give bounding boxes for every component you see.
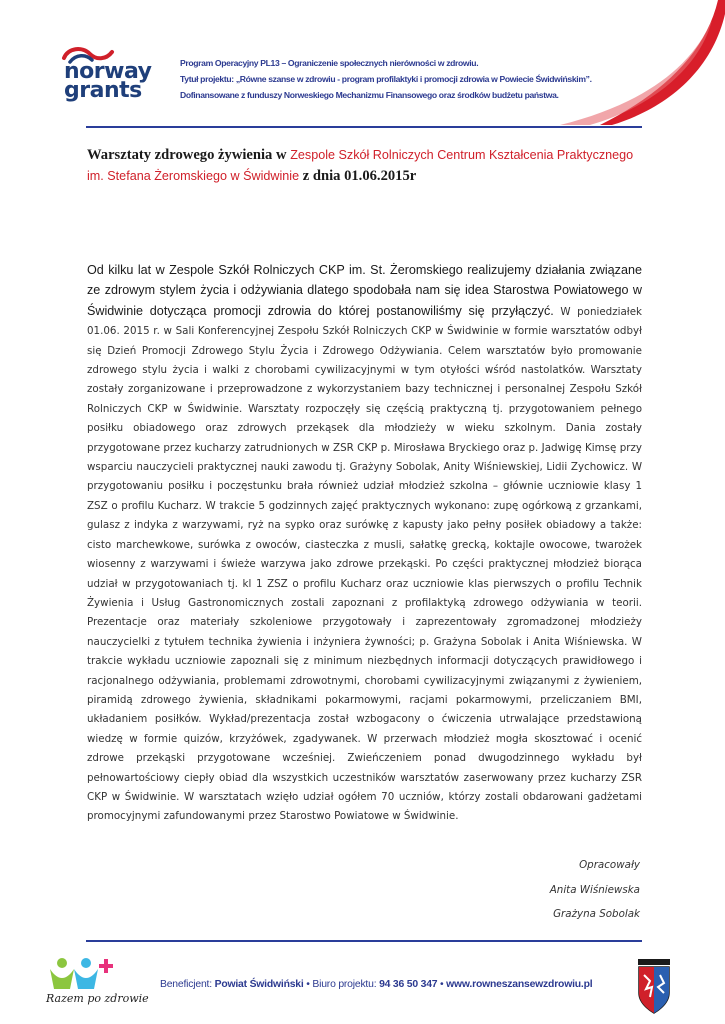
article-body <box>87 261 642 827</box>
footer-separator-2: • <box>437 979 447 990</box>
signature-label: Opracowały <box>579 859 640 871</box>
article-lead: Od kilku lat w Zespole Szkół Rolniczych CKP im. St. Żeromskiego realizujemy działania związane ze zdrowym stylem życia i odżywiania dlatego spodobała nam się idea Starostwa Powiatowego w Świdwinie dotycząca promocji zdrowia do której postanowiliśmy się przyłączyć. <box>87 263 642 318</box>
footer-contact <box>160 979 592 990</box>
website-link[interactable]: www.rowneszansewzdrowiu.pl <box>446 979 593 990</box>
title-part2: z dnia 01.06.2015r <box>299 168 417 184</box>
article-title <box>87 145 642 187</box>
funding-line: Dofinansowane z funduszy Norweskiego Mechanizmu Finansowego oraz środków budżetu państwa. <box>180 90 559 100</box>
signature-block <box>550 853 640 927</box>
beneficiary-label: Beneficjent: <box>160 979 215 990</box>
powiat-crest-icon <box>636 957 672 1015</box>
signature-author-2: Grażyna Sobolak <box>553 908 640 920</box>
program-line: Program Operacyjny PL13 – Ograniczenie społecznych nierówności w zdrowiu. <box>180 58 479 68</box>
people-figures-icon <box>44 955 132 995</box>
footer-divider <box>86 940 642 942</box>
project-title: Tytuł projektu: „Równe szanse w zdrowiu - program profilaktyki i promocji zdrowia w Powiecie Świdwińskim”. <box>180 74 592 84</box>
norway-grants-logo <box>60 44 152 102</box>
razem-po-zdrowie-logo <box>44 955 149 1015</box>
logo-grants-text: grants <box>64 78 142 103</box>
signature-author-1: Anita Wiśniewska <box>549 883 640 896</box>
office-label: Biuro projektu: <box>312 979 380 990</box>
title-part1: Warsztaty zdrowego żywienia w <box>87 147 291 163</box>
article-text: W poniedziałek 01.06. 2015 r. w Sali Konferencyjnej Zespołu Szkół Rolniczych CKP w Świdwinie w formie warsztatów odbył się Dzień Promocji Zdrowego Stylu Życia i Zdrowego Odżywiania. Celem warsztatów było promowanie zdrowego stylu życia i walki z chorobami cywilizacyjnymi w tym otyłości wśród nastolatków. Warsztaty zostały zorganizowane i przeprowadzone z wykorzystaniem bazy technicznej i personalnej Zespołu Szkół Rolniczych CKP w Świdwinie. Warsztaty rozpoczęły się częścią praktyczną tj. przygotowaniem pełnego posiłku obiadowego oraz zdrowych przekąsek dla młodzieży w wieku szkolnym. Dania zostały przygotowane przez kucharzy zatrudnionych w ZSR CKP p. Mirosława Bryckiego oraz p. Jadwigę Kimsę przy wsparciu nauczycieli praktycznej nauki zawodu tj. Grażyny Sobolak, Anity Wiśniewskiej, Lidii Zychowicz. W przygotowaniu posiłku i poczęstunku brała również udział młodzież szkolna – głównie uczniowie klasy 1 ZSZ o profilu Kucharz. W trakcie 5 godzinnych zajęć praktycznych wykonano: zupę ogórkową z grzankami, gulasz z indyka z warzywami, ryż na sypko oraz surówkę z kapusty jako pełny posiłek obiadowy a także: cisto marchewkowe, surówka z owoców, ciasteczka z musli, sałatkę grecką, koktajle owocowe, twarożek wiosenny z warzywami i świeże warzywa jako zdrowe przekąski. Po części praktycznej młodzież biorąca udział w przygotowaniach tj. kl 1 ZSZ o profilu Kucharz oraz uczniowie klas pierwszych o profilu Technik Żywienia i Usług Gastronomicznych zostali zapoznani z profilaktyką zdrowego odżywiania w teorii. Prezentacje oraz materiały szkoleniowe przygotowały i zaprezentowały zgromadzonej młodzieży nauczycielki z tytułem technika żywienia i inżyniera żywności; p. Grażyna Sobolak i Anita Wiśniewska. W trakcie wykładu uczniowie zapoznali się z minimum niezbędnych informacji dotyczących prawidłowego i racjonalnego odżywiania, problemami zdrowotnymi, chorobami cywilizacyjnymi związanymi z żywieniem, piramidą zdrowego żywienia, składnikami pokarmowymi, racjami pokarmowymi, przeliczaniem BMI, układaniem posiłków. Wykład/prezentacja został wzbogacony o ćwiczenia utrwalające przedstawioną wiedzę w formie quizów, krzyżówek, zgadywanek. W przerwach młodzież mogła skosztować i ocenić zdrowe przekąski przygotowane wcześniej. Zwieńczeniem ponad dwugodzinnego wykładu był pełnowartościowy ciepły obiad dla wszystkich uczestników warsztatów zaserwowany przez kucharzy ZSR CKP w Świdwinie. W warsztatach wzięło udział ogółem 70 uczniów, którzy zostali obdarowani gadżetami promocyjnymi zafundowanymi przez Starostwo Powiatowe w Świdwinie. <box>87 305 642 823</box>
header-divider <box>86 126 642 128</box>
logo-norway-text: norway <box>64 59 152 84</box>
office-phone: 94 36 50 347 <box>379 979 438 990</box>
program-info <box>180 55 700 103</box>
footer-separator-1: • <box>303 979 313 990</box>
razem-logo-text: Razem po zdrowie <box>46 992 149 1005</box>
beneficiary-name: Powiat Świdwiński <box>214 979 304 990</box>
title-school: Zespole Szkół Rolniczych Centrum Kształcenia Praktycznego im. Stefana Żeromskiego w Świdwinie <box>87 148 634 183</box>
